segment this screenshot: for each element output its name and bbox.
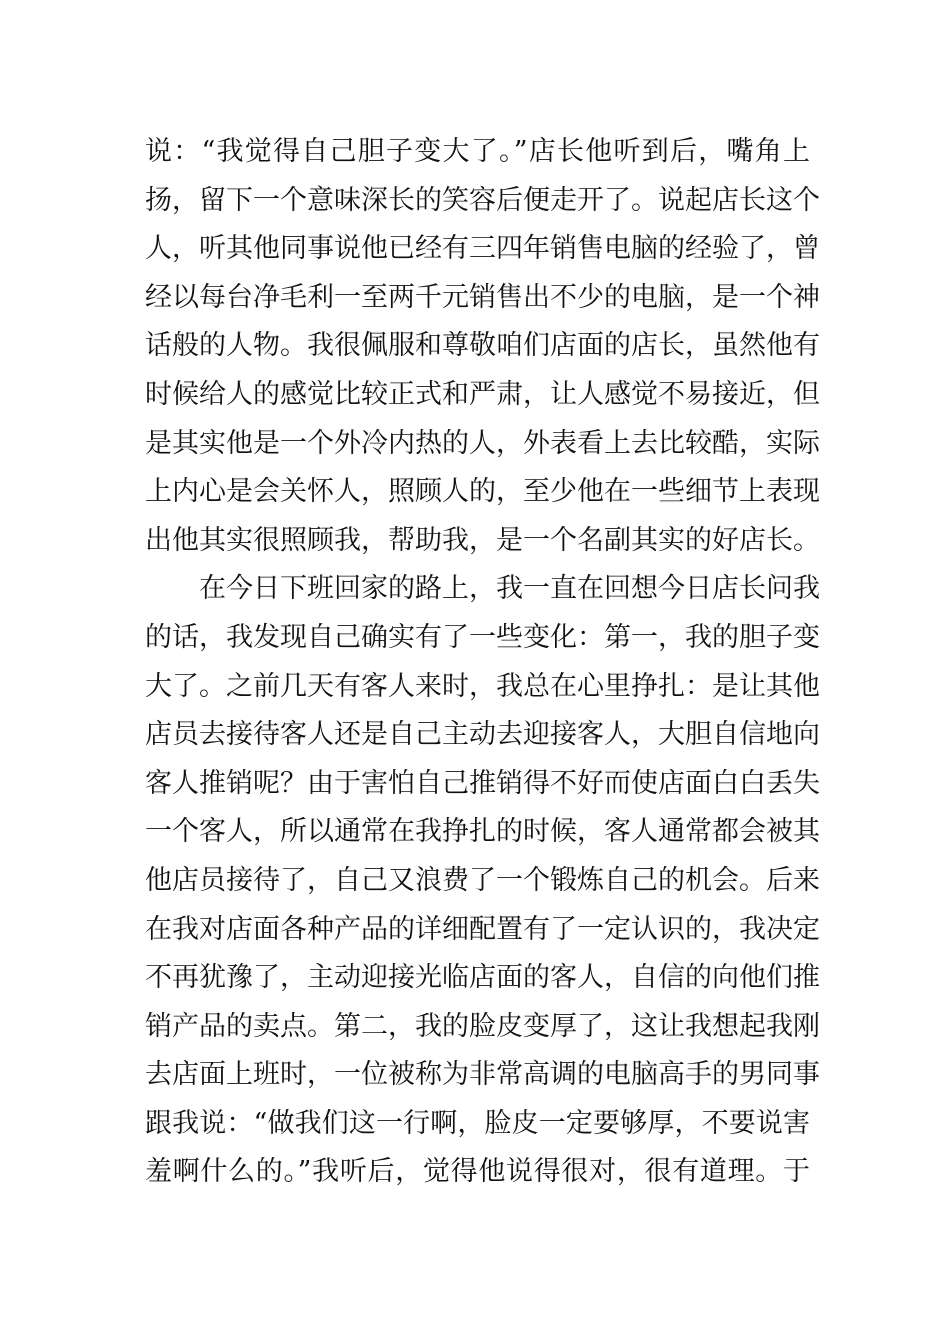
text-line: 是其实他是一个外冷内热的人，外表看上去比较酷，实际	[145, 427, 820, 459]
text-line: 在我对店面各种产品的详细配置有了一定认识的，我决定	[145, 913, 820, 945]
text-line: 一个客人，所以通常在我挣扎的时候，客人通常都会被其	[145, 816, 820, 848]
text-line: 说：“我觉得自己胆子变大了。”店长他听到后，嘴角上	[145, 136, 810, 167]
text-line: 经以每台净毛利一至两千元销售出不少的电脑，是一个神	[145, 281, 820, 313]
paragraph-2	[145, 565, 820, 1197]
text-line: 大了。之前几天有客人来时，我总在心里挣扎：是让其他	[145, 670, 820, 702]
text-line: 在今日下班回家的路上，我一直在回想今日店长问我	[199, 573, 820, 605]
text-line: 时候给人的感觉比较正式和严肃，让人感觉不易接近，但	[145, 378, 820, 410]
text-line: 客人推销呢？由于害怕自己推销得不好而使店面白白丢失	[145, 767, 820, 799]
text-line: 羞啊什么的。”我听后，觉得他说得很对，很有道理。于	[145, 1156, 810, 1188]
text-line: 他店员接待了，自己又浪费了一个锻炼自己的机会。后来	[145, 864, 820, 896]
text-line: 的话，我发现自己确实有了一些变化：第一，我的胆子变	[145, 621, 820, 653]
text-line: 去店面上班时，一位被称为非常高调的电脑高手的男同事	[145, 1059, 820, 1091]
text-line: 人，听其他同事说他已经有三四年销售电脑的经验了，曾	[145, 233, 820, 265]
text-line: 销产品的卖点。第二，我的脸皮变厚了，这让我想起我刚	[145, 1010, 820, 1042]
text-line: 不再犹豫了，主动迎接光临店面的客人，自信的向他们推	[145, 962, 820, 994]
text-line: 出他其实很照顾我，帮助我，是一个名副其实的好店长。	[145, 524, 820, 556]
paragraph-1	[145, 128, 820, 565]
text-line: 跟我说：“做我们这一行啊，脸皮一定要够厚，不要说害	[145, 1107, 810, 1139]
text-line: 扬，留下一个意味深长的笑容后便走开了。说起店长这个	[145, 184, 820, 216]
text-line: 店员去接待客人还是自己主动去迎接客人，大胆自信地向	[145, 719, 820, 751]
text-line: 上内心是会关怀人，照顾人的，至少他在一些细节上表现	[145, 476, 820, 508]
body-text	[145, 128, 820, 1197]
text-line: 话般的人物。我很佩服和尊敬咱们店面的店长，虽然他有	[145, 330, 820, 362]
